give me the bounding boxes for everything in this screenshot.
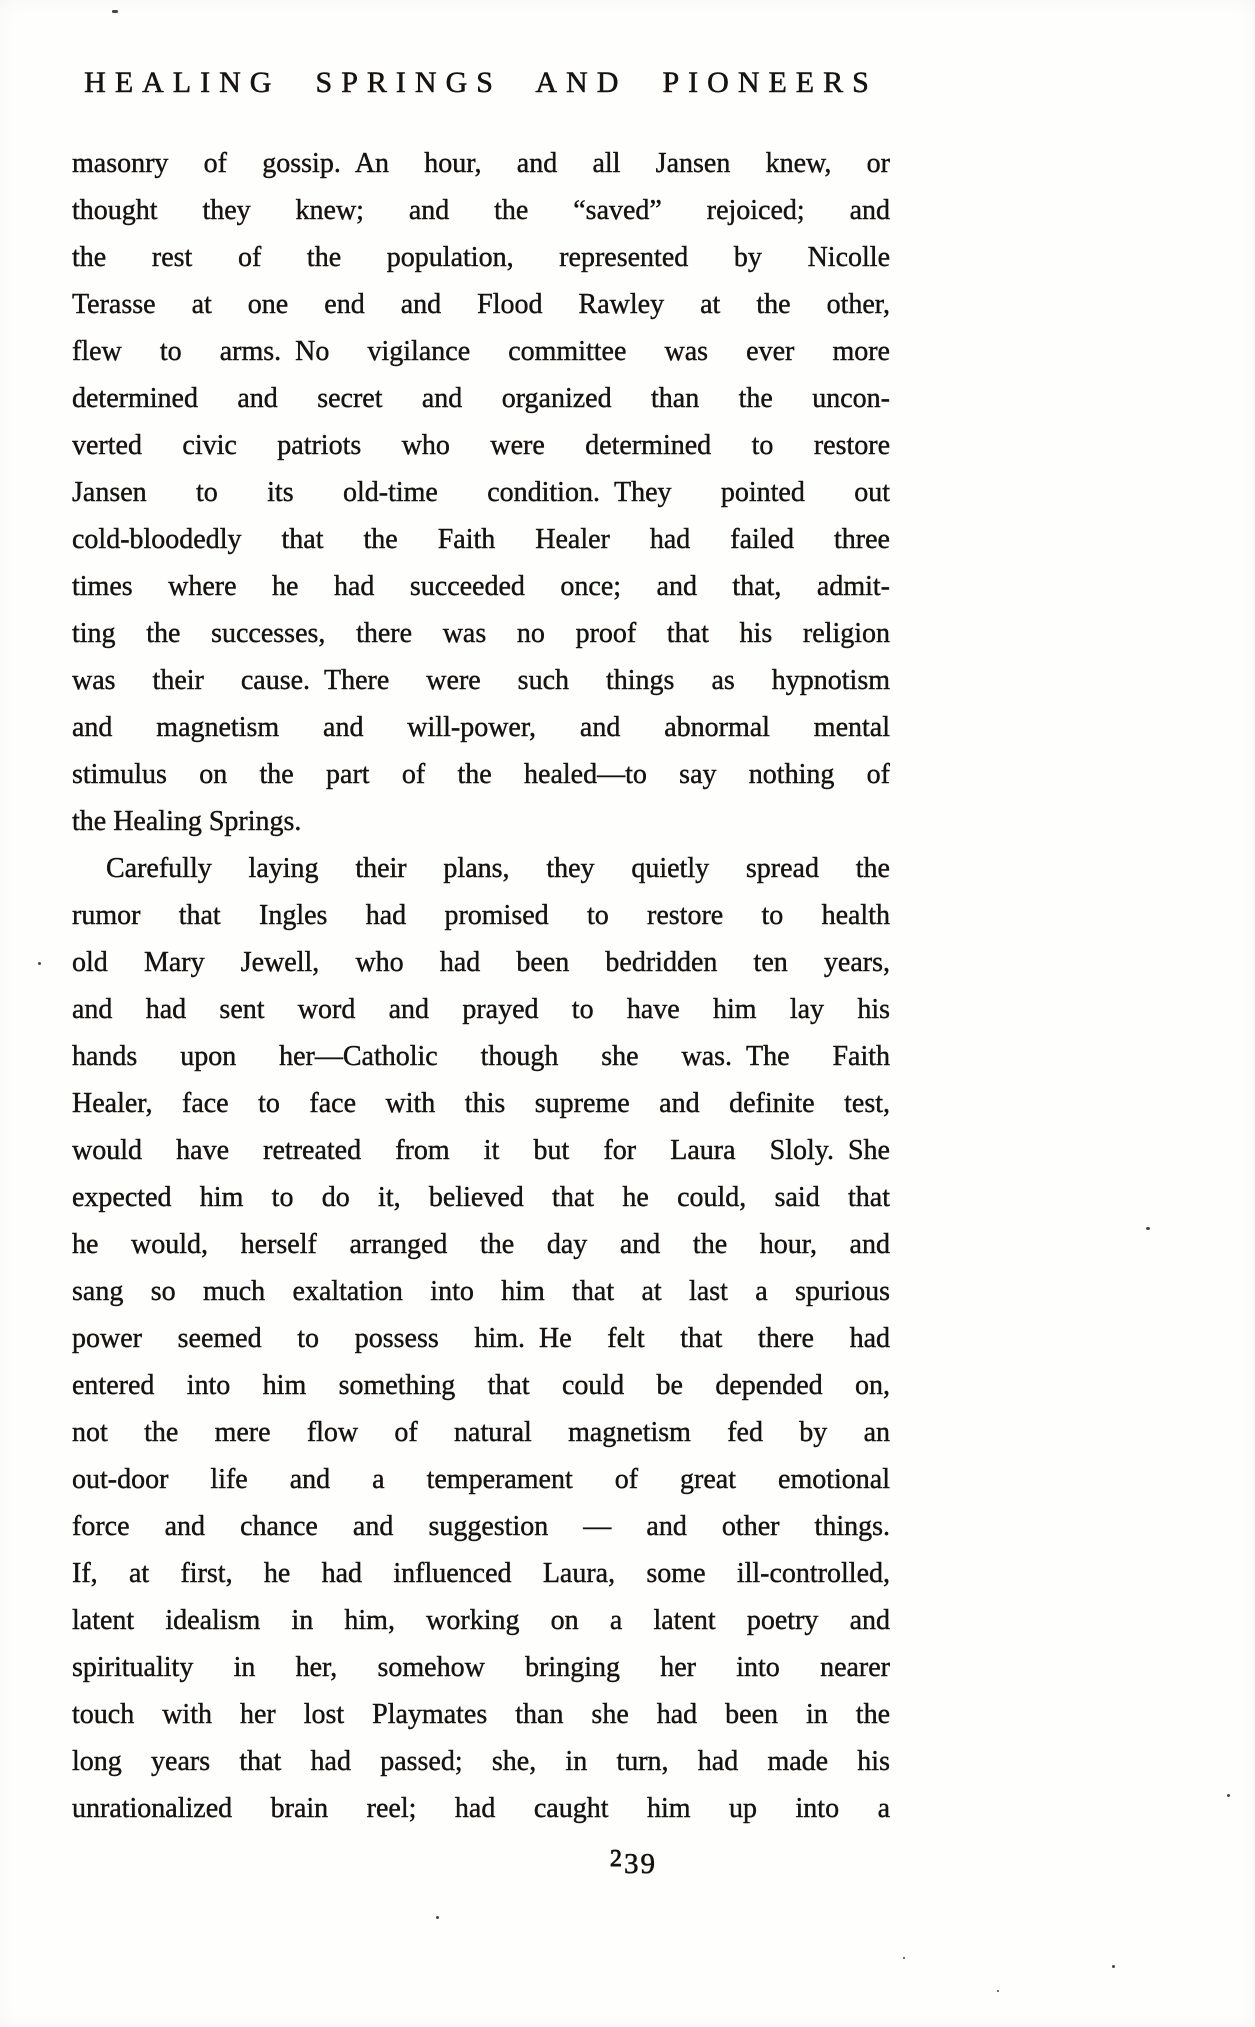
ink-speck bbox=[1112, 1965, 1115, 1968]
text-line: entered into him something that could be depended on, bbox=[72, 1370, 890, 1401]
text-line: old Mary Jewell, who had been bedridden ten years, bbox=[72, 947, 890, 978]
text-line: Terasse at one end and Flood Rawley at the other, bbox=[72, 289, 890, 320]
text-line: the Healing Springs. bbox=[72, 806, 302, 837]
page-number-first-digit: 2 bbox=[610, 1846, 624, 1872]
text-line: touch with her lost Playmates than she had been in the bbox=[72, 1699, 890, 1730]
text-line: Carefully laying their plans, they quietly spread the bbox=[106, 853, 890, 884]
ink-speck bbox=[436, 1916, 439, 1919]
paragraph bbox=[72, 845, 890, 1832]
text-line: and magnetism and will-power, and abnormal mental bbox=[72, 712, 890, 743]
text-line: and had sent word and prayed to have him lay his bbox=[72, 994, 890, 1025]
text-line: sang so much exaltation into him that at last a spurious bbox=[72, 1276, 890, 1307]
text-line: ting the successes, there was no proof that his religion bbox=[72, 618, 890, 649]
text-line: expected him to do it, believed that he could, said that bbox=[72, 1182, 890, 1213]
text-line: force and chance and suggestion — and other things. bbox=[72, 1511, 890, 1542]
text-line: Jansen to its old-time condition. They pointed out bbox=[72, 477, 890, 508]
text-line: spirituality in her, somehow bringing her into nearer bbox=[72, 1652, 890, 1683]
ink-speck bbox=[112, 10, 118, 13]
text-line: verted civic patriots who were determined to restore bbox=[72, 430, 890, 461]
ink-speck bbox=[903, 1957, 905, 1959]
text-line: masonry of gossip. An hour, and all Jansen knew, or bbox=[72, 148, 890, 179]
text-line: thought they knew; and the “saved” rejoiced; and bbox=[72, 195, 890, 226]
running-header: HEALING SPRINGS AND PIONEERS bbox=[84, 66, 878, 99]
text-line: If, at first, he had influenced Laura, some ill-controlled, bbox=[72, 1558, 890, 1589]
text-line: determined and secret and organized than the uncon- bbox=[72, 383, 890, 414]
text-line: would have retreated from it but for Laura Sloly. She bbox=[72, 1135, 890, 1166]
paragraph bbox=[72, 140, 890, 845]
text-line: Healer, face to face with this supreme and definite test, bbox=[72, 1088, 890, 1119]
text-line: out-door life and a temperament of great emotional bbox=[72, 1464, 890, 1495]
text-line: unrationalized brain reel; had caught him up into a bbox=[72, 1793, 890, 1824]
text-line: times where he had succeeded once; and that, admit- bbox=[72, 571, 890, 602]
ink-speck bbox=[1227, 1794, 1230, 1797]
ink-speck bbox=[1146, 1227, 1150, 1230]
text-line: long years that had passed; she, in turn, had made his bbox=[72, 1746, 890, 1777]
text-line: he would, herself arranged the day and the hour, and bbox=[72, 1229, 890, 1260]
text-block bbox=[72, 140, 890, 1832]
text-line: was their cause. There were such things as hypnotism bbox=[72, 665, 890, 696]
text-line: cold-bloodedly that the Faith Healer had failed three bbox=[72, 524, 890, 555]
text-line: power seemed to possess him. He felt that there had bbox=[72, 1323, 890, 1354]
ink-speck bbox=[38, 962, 41, 965]
ink-speck bbox=[997, 1990, 999, 1992]
text-line: latent idealism in him, working on a latent poetry and bbox=[72, 1605, 890, 1636]
text-line: flew to arms. No vigilance committee was ever more bbox=[72, 336, 890, 367]
page-number-rest: 39 bbox=[623, 1848, 657, 1880]
page-number bbox=[0, 1846, 1255, 1884]
text-line: stimulus on the part of the healed—to say nothing of bbox=[72, 759, 890, 790]
text-line: the rest of the population, represented by Nicolle bbox=[72, 242, 890, 273]
text-line: rumor that Ingles had promised to restore to health bbox=[72, 900, 890, 931]
text-line: hands upon her—Catholic though she was. The Faith bbox=[72, 1041, 890, 1072]
text-line: not the mere flow of natural magnetism fed by an bbox=[72, 1417, 890, 1448]
